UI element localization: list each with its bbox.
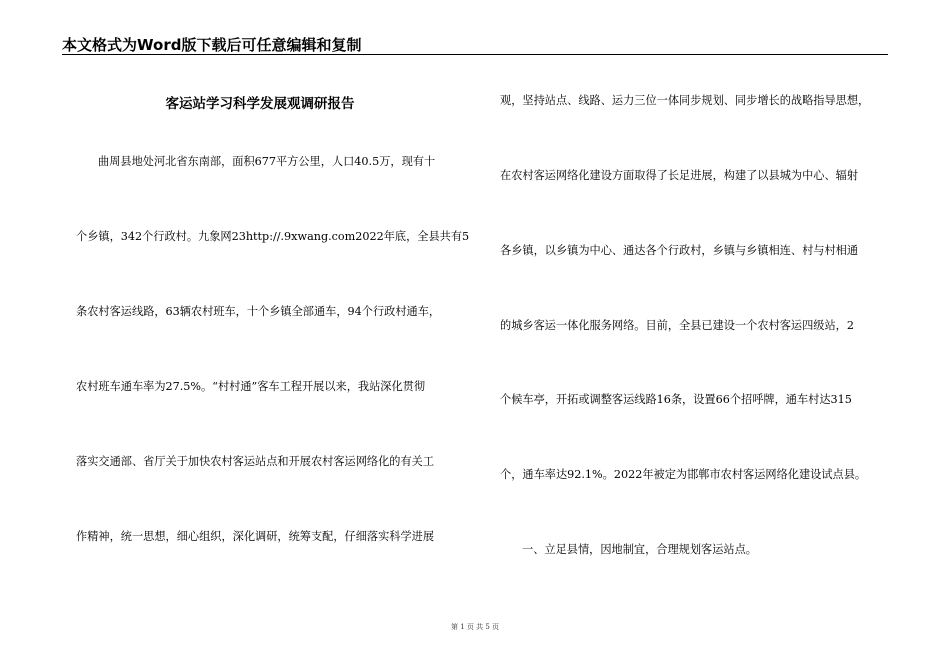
section-heading: 一、立足县情，因地制宜，合理规划客运站点。 — [522, 543, 757, 556]
paragraph-line: 各乡镇，以乡镇为中心、通达各个行政村，乡镇与乡镇相连、村与村相通 — [500, 244, 859, 257]
header-divider — [62, 54, 888, 55]
paragraph-line: 落实交通部、省厅关于加快农村客运站点和开展农村客运网络化的有关工 — [76, 455, 435, 468]
page-header: 本文格式为Word版下载后可任意编辑和复制 — [62, 36, 362, 54]
paragraph-line: 条农村客运线路，63辆农村班车，十个乡镇全部通车，94个行政村通车， — [76, 305, 441, 318]
paragraph-line: 农村班车通车率为27.5%。“村村通”客车工程开展以来，我站深化贯彻 — [76, 380, 426, 393]
paragraph-line: 个乡镇，342个行政村。九象网23http://.9xwang.com2022年底，全县共有5 — [76, 230, 470, 243]
page-number: 第 1 页 共 5 页 — [450, 623, 500, 631]
paragraph-line: 在农村客运网络化建设方面取得了长足进展，构建了以县城为中心、辐射 — [500, 169, 859, 182]
paragraph-line: 的城乡客运一体化服务网络。目前，全县已建设一个农村客运四级站，2 — [500, 319, 854, 332]
paragraph-line: 曲周县地处河北省东南部，面积677平方公里，人口40.5万，现有十 — [98, 155, 436, 168]
paragraph-line: 个候车亭，开拓或调整客运线路16条，设置66个招呼牌，通车村达315 — [500, 393, 852, 406]
document-title: 客运站学习科学发展观调研报告 — [165, 96, 355, 112]
paragraph-line: 个，通车率达92.1%。2022年被定为邯郸市农村客运网络化建设试点县。 — [500, 468, 867, 481]
paragraph-line: 作精神，统一思想，细心组织，深化调研，统筹支配，仔细落实科学进展 — [76, 530, 435, 543]
paragraph-line: 观，坚持站点、线路、运力三位一体同步规划、同步增长的战略指导思想， — [500, 94, 870, 107]
